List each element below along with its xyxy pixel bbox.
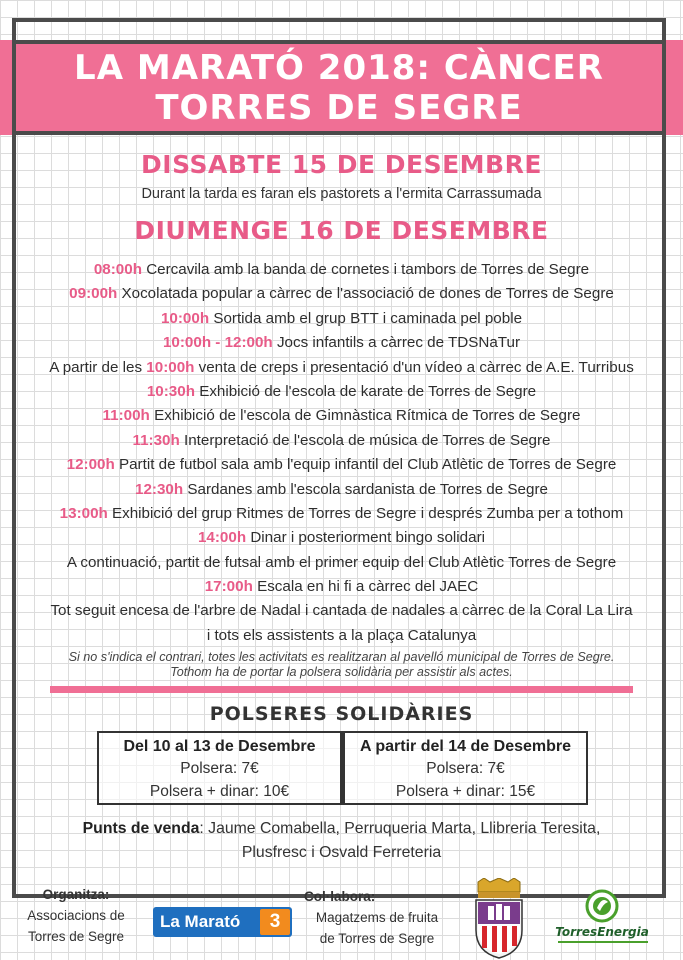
schedule-row	[0, 331, 683, 355]
saturday-title: DISSABTE 15 DE DESEMBRE	[141, 150, 542, 179]
colabora-block	[296, 886, 458, 949]
price-box-late-line2: Polsera + dinar: 15€	[395, 783, 536, 800]
organitza-line2: Torres de Segre	[27, 929, 125, 944]
schedule-text: Jocs infantils a càrrec de TDSNaTur	[272, 334, 521, 352]
colabora-label: Col·labora:	[304, 889, 376, 904]
price-box-early	[97, 731, 342, 805]
schedule-time: 10:00h	[146, 358, 195, 376]
saturday-text: Durant la tarda es faran els pastorets a l'ermita Carrassumada	[141, 186, 542, 202]
price-box-late-line1: Polsera: 7€	[426, 760, 505, 777]
town-coat-of-arms-icon	[470, 878, 528, 960]
polseres-title: POLSERES SOLIDÀRIES	[209, 703, 474, 725]
schedule-row	[0, 624, 683, 648]
schedule-row	[0, 404, 683, 428]
schedule-row	[0, 258, 683, 282]
venue-note: Si no s'indica el contrari, totes les activitats es realitzaran al pavelló municipal de Torres de Segre. Tothom ha de portar la polsera solidària per assistir als actes.	[68, 650, 615, 679]
pink-divider	[50, 686, 633, 693]
schedule-time: 08:00h	[93, 261, 142, 278]
schedule-text: Escala en hi fi a càrrec del JAEC	[252, 578, 479, 596]
schedule-row	[0, 356, 683, 380]
schedule-text: Interpretació de l'escola de música de Torres de Segre	[179, 431, 551, 449]
schedule-prefix: i tots els assistents a la plaça Catalunya	[206, 626, 477, 644]
schedule-row	[0, 551, 683, 575]
schedule-time: 14:00h	[197, 529, 247, 547]
price-box-late	[342, 731, 588, 805]
schedule-text: Exhibició de l'escola de Gimnàstica Rítmica de Torres de Segre	[149, 407, 581, 425]
torres-energia-logo	[550, 888, 655, 950]
price-box-early-head: Del 10 al 13 de Desembre	[123, 738, 316, 755]
schedule-row	[0, 429, 683, 453]
schedule-text: Sardanes amb l'escola sardanista de Torres de Segre	[183, 480, 548, 498]
price-box-late-head: A partir del 14 de Desembre	[359, 738, 572, 755]
schedule-time: 09:00h	[69, 285, 118, 303]
schedule-text: Exhibició de l'escola de karate de Torres de Segre	[194, 382, 537, 400]
colabora-line2: de Torres de Segre	[319, 931, 435, 946]
schedule-prefix: A partir de les	[49, 358, 147, 376]
la-marato-logo	[153, 907, 292, 937]
schedule-time: 11:00h	[102, 407, 150, 425]
schedule-time: 12:00h	[66, 456, 115, 474]
sales-points	[60, 817, 623, 865]
sunday-title: DIUMENGE 16 DE DESEMBRE	[134, 216, 549, 245]
schedule-row	[0, 282, 683, 306]
la-marato-logo-text: La Marató	[160, 912, 241, 931]
tv3-logo-icon: 3	[260, 909, 290, 935]
schedule-row	[0, 380, 683, 404]
schedule-text: venta de creps i presentació d'un vídeo a càrrec de A.E. Turribus	[194, 358, 634, 376]
schedule-text: Sortida amb el grup BTT i caminada pel poble	[209, 309, 523, 327]
schedule-time: 12:30h	[135, 480, 184, 498]
schedule-row	[0, 307, 683, 331]
schedule-time: 10:30h	[146, 382, 195, 400]
organitza-label: Organitza:	[42, 887, 110, 902]
schedule-row	[0, 599, 683, 623]
header-title-line1: LA MARATÓ 2018: CÀNCER	[74, 47, 604, 88]
schedule-time: 11:30h	[132, 431, 180, 449]
colabora-line1: Magatzems de fruita	[315, 910, 439, 925]
schedule-prefix: Tot seguit encesa de l'arbre de Nadal i cantada de nadales a càrrec de la Coral La Lira	[50, 602, 633, 620]
schedule-text: Partit de futbol sala amb l'equip infantil del Club Atlètic de Torres de Segre	[114, 456, 617, 474]
schedule-time: 10:00h	[160, 309, 210, 327]
schedule-row	[0, 575, 683, 599]
schedule-row	[0, 526, 683, 550]
price-box-early-line1: Polsera: 7€	[180, 760, 259, 777]
schedule-text: Exhibició del grup Ritmes de Torres de Segre i després Zumba per a tothom	[107, 504, 624, 522]
schedule-list	[0, 258, 683, 648]
sales-text: : Jaume Comabella, Perruqueria Marta, Llibreria Teresita, Plusfresc i Osvald Ferreteria	[199, 820, 601, 861]
organitza-line1: Associacions de	[27, 908, 125, 923]
schedule-text: Dinar i posteriorment bingo solidari	[246, 529, 486, 547]
schedule-time: 17:00h	[204, 578, 253, 596]
schedule-text: Cercavila amb la banda de cornetes i tambors de Torres de Segre	[141, 261, 590, 278]
schedule-row	[0, 453, 683, 477]
schedule-row	[0, 478, 683, 502]
schedule-time: 10:00h - 12:00h	[162, 334, 273, 352]
torres-energia-text: TorresEnergia	[555, 925, 649, 939]
schedule-time: 13:00h	[59, 504, 108, 522]
schedule-row	[0, 502, 683, 526]
sales-label: Punts de venda	[82, 820, 200, 837]
organitza-block	[12, 884, 140, 947]
schedule-prefix: A continuació, partit de futsal amb el primer equip del Club Atlètic Torres de Segre	[66, 553, 617, 571]
header-title-line2: TORRES DE SEGRE	[155, 87, 523, 128]
price-box-early-line2: Polsera + dinar: 10€	[149, 783, 290, 800]
schedule-text: Xocolatada popular a càrrec de l'associació de dones de Torres de Segre	[117, 285, 614, 303]
header-box	[12, 40, 666, 135]
